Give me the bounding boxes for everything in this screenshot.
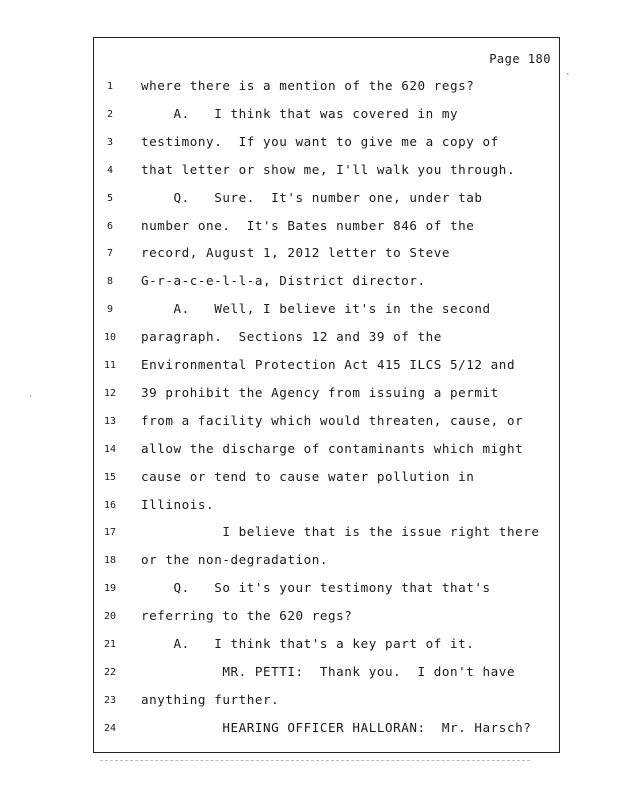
line-text: Environmental Protection Act 415 ILCS 5/12 and [141,357,516,372]
line-text: Q. Sure. It's number one, under tab [141,189,483,205]
transcript-page [93,37,560,753]
line-text: allow the discharge of contaminants which might [141,440,524,456]
line-number: 20 [103,611,117,623]
line-text: Q. So it's your testimony that that's [141,580,491,596]
line-text: number one. It's Bates number 846 of the [141,217,475,233]
line-text: A. I think that's a key part of it. [141,636,475,651]
transcript-line [94,76,559,96]
line-number: 5 [106,192,114,204]
line-number: 11 [103,360,117,371]
transcript-line [94,578,559,598]
line-text: record, August 1, 2012 letter to Steve [141,245,451,261]
transcript-line [94,634,559,654]
line-number: 18 [103,555,117,567]
line-number: 1 [106,81,114,92]
transcript-line [94,662,559,682]
line-text: 39 prohibit the Agency from issuing a permit [141,384,499,400]
transcript-line [94,550,559,570]
line-text: cause or tend to cause water pollution in [141,468,475,484]
line-number: 12 [103,387,117,399]
transcript-line [94,522,559,542]
line-text: anything further. [141,691,280,707]
line-number: 4 [106,164,114,176]
line-number: 23 [103,694,117,706]
line-number: 2 [106,108,114,120]
page-number: Page 180 [489,52,551,66]
line-number: 7 [106,248,114,260]
line-text: testimony. If you want to give me a copy of [141,133,499,149]
line-number: 22 [103,666,117,678]
line-number: 17 [103,527,117,539]
transcript-line [94,439,559,459]
transcript-line [94,188,559,208]
transcript-line [94,495,559,515]
line-number: 9 [106,304,114,316]
line-text: I believe that is the issue right there [141,524,540,540]
transcript-line [94,606,559,626]
transcript-line [94,327,559,347]
transcript-line [94,718,559,738]
line-number: 14 [103,443,117,455]
line-number: 19 [103,583,117,595]
line-number: 6 [106,220,114,232]
line-number: 16 [103,499,117,511]
scan-mark: · [28,392,34,402]
line-text: G-r-a-c-e-l-l-a, District director. [141,273,426,289]
line-number: 10 [103,332,117,344]
line-text: from a facility which would threaten, cause, or [141,412,524,428]
line-text: A. Well, I believe it's in the second [141,301,491,317]
line-number: 8 [106,276,114,288]
transcript-line [94,467,559,487]
line-text: Illinois. [141,496,215,512]
transcript-line [94,160,559,180]
line-number: 15 [103,471,117,483]
transcript-line [94,271,559,291]
line-text: paragraph. Sections 12 and 39 of the [141,329,442,345]
transcript-line [94,355,559,375]
transcript-line [94,383,559,403]
line-text: A. I think that was covered in my [141,105,459,121]
transcript-line [94,132,559,152]
line-text: or the non-degradation. [141,552,329,568]
scan-artifact [100,756,530,761]
line-text: MR. PETTI: Thank you. I don't have [141,663,516,679]
transcript-line [94,243,559,263]
transcript-line [94,216,559,236]
line-number: 24 [103,722,117,734]
transcript-line [94,690,559,710]
line-text: that letter or show me, I'll walk you through. [141,161,516,177]
transcript-line [94,104,559,124]
line-text: referring to the 620 regs? [141,608,353,624]
line-number: 3 [106,136,114,148]
transcript-line [94,299,559,319]
line-number: 21 [103,639,117,650]
scan-mark: · [565,70,571,80]
line-text: HEARING OFFICER HALLORAN: Mr. Harsch? [141,719,532,735]
line-text: where there is a mention of the 620 regs? [141,78,475,93]
transcript-line [94,411,559,431]
line-number: 13 [103,415,117,427]
